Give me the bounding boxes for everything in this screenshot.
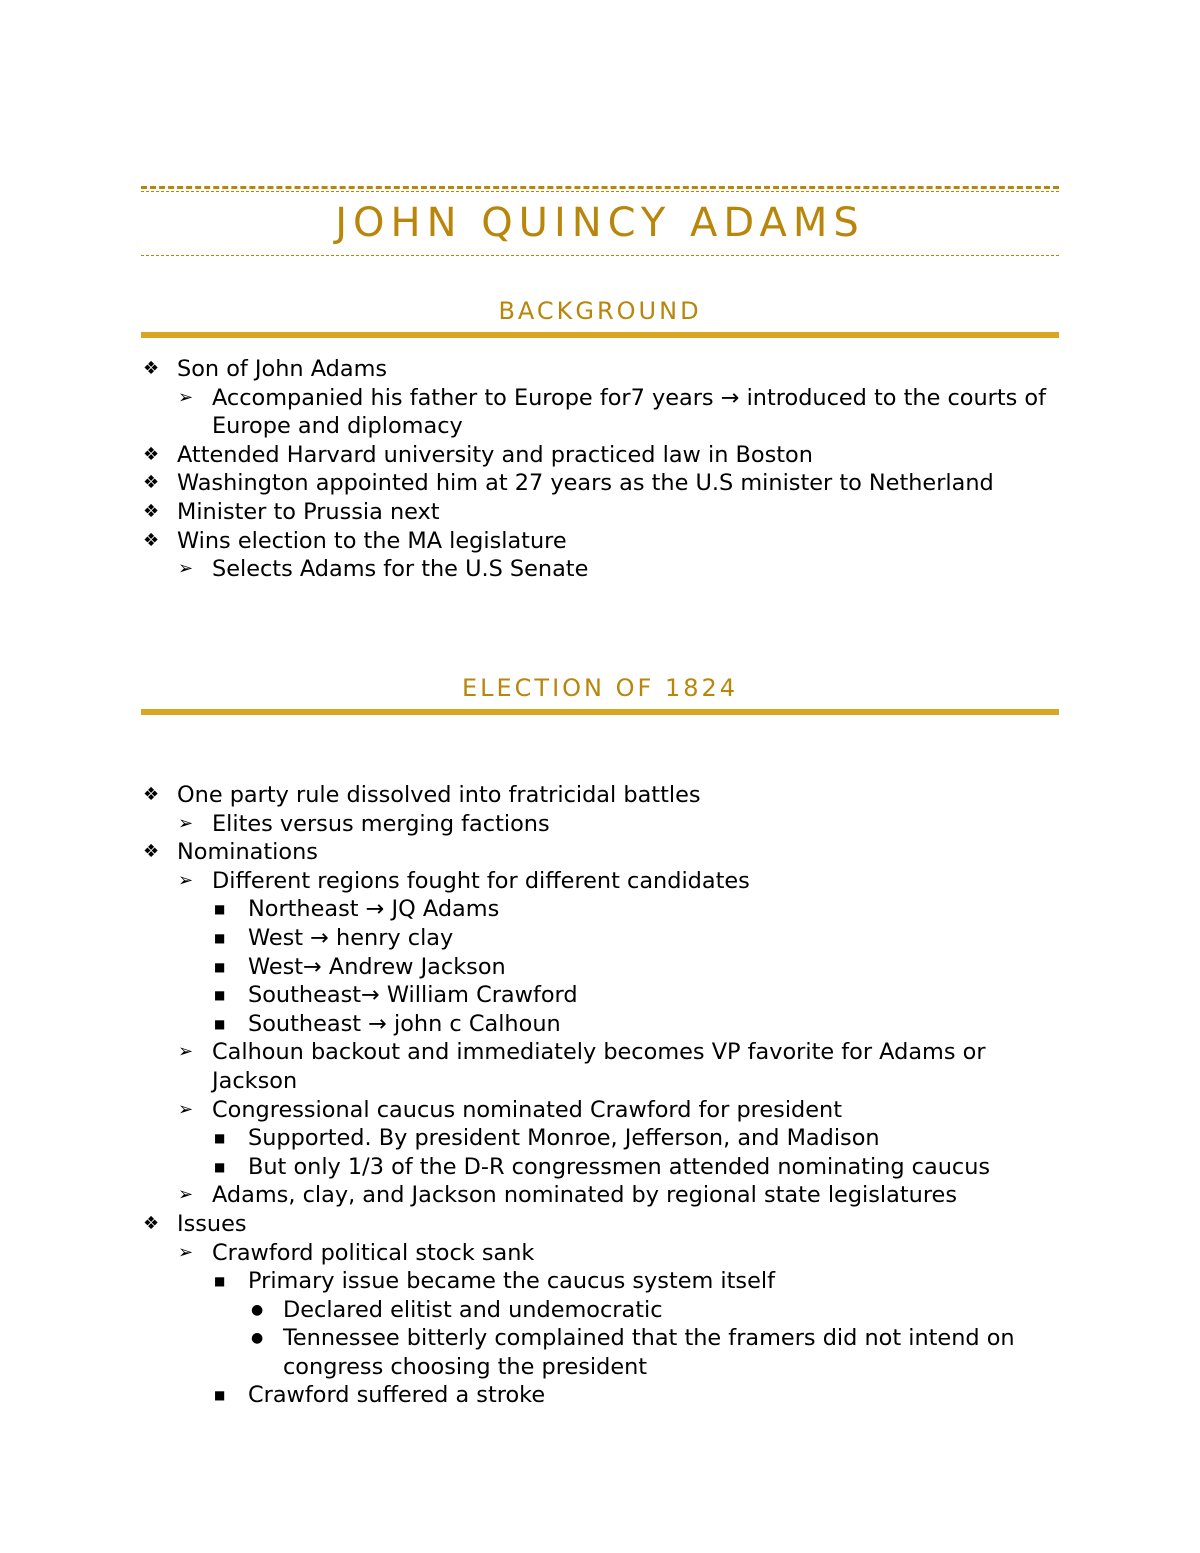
list-item [141, 838, 1059, 867]
list-item [141, 1010, 1059, 1039]
bullet-icon: ❖ [143, 500, 160, 522]
list-item [141, 981, 1059, 1010]
list-item [141, 1324, 1059, 1381]
list-item [141, 1124, 1059, 1153]
list-item [141, 555, 1059, 584]
bullet-icon: ❖ [143, 841, 160, 863]
list-item-text: West→ Andrew Jackson [248, 953, 506, 980]
list-item-text: Different regions fought for different candidates [212, 867, 750, 894]
list-item [141, 527, 1059, 556]
list-item-text: Crawford suffered a stroke [248, 1382, 546, 1409]
list-item [141, 441, 1059, 470]
bullet-icon: ■ [214, 959, 226, 974]
bullet-icon: ➢ [178, 1241, 194, 1263]
election-list [141, 781, 1059, 1410]
list-item-text: Selects Adams for the U.S Senate [212, 556, 589, 583]
bullet-icon: ❖ [143, 529, 160, 551]
list-item-text: Southeast→ William Crawford [248, 982, 578, 1009]
list-item [141, 953, 1059, 982]
list-item [141, 1296, 1059, 1325]
list-item-text: West → henry clay [248, 924, 454, 951]
section-title: ELECTION OF 1824 [461, 674, 739, 702]
bullet-icon: ➢ [178, 1041, 194, 1063]
title-top-divider [141, 186, 1059, 189]
bullet-icon: ❖ [143, 358, 160, 379]
list-item-text: Minister to Prussia next [177, 498, 440, 525]
bullet-icon: ➢ [178, 812, 194, 834]
list-item-text: Tennessee bitterly complained that the framers did not intend on congress choosing the president [283, 1325, 1015, 1380]
list-item [141, 867, 1059, 896]
bullet-icon: ❖ [143, 784, 160, 805]
list-item-text: Calhoun backout and immediately becomes VP favorite for Adams or Jackson [212, 1039, 986, 1094]
bullet-icon: ➢ [178, 386, 194, 408]
section-heading-election [141, 673, 1059, 715]
list-item [141, 1210, 1059, 1239]
list-item [141, 1239, 1059, 1268]
title-bottom-divider [141, 255, 1059, 256]
list-item [141, 1096, 1059, 1125]
list-item [141, 1181, 1059, 1210]
bullet-icon: ❖ [143, 443, 160, 465]
list-item-text: Elites versus merging factions [212, 810, 550, 837]
bullet-icon: ■ [214, 1131, 226, 1146]
list-item-text: Supported. By president Monroe, Jefferson, and Madison [248, 1125, 880, 1152]
list-item-text: Wins election to the MA legislature [177, 527, 567, 554]
background-list [141, 355, 1059, 584]
bullet-icon: ➢ [178, 1184, 194, 1206]
list-item-text: Nominations [177, 839, 318, 866]
section-rule [141, 332, 1059, 338]
list-item [141, 1038, 1059, 1095]
list-item-text: Northeast → JQ Adams [248, 896, 500, 923]
page-title: JOHN QUINCY ADAMS [335, 200, 865, 246]
list-item-text: One party rule dissolved into fratricidal battles [177, 782, 701, 808]
list-item [141, 498, 1059, 527]
list-item [141, 895, 1059, 924]
bullet-icon: ■ [214, 1388, 226, 1403]
list-item [141, 810, 1059, 839]
bullet-icon: ❖ [143, 1212, 160, 1234]
list-item [141, 781, 1059, 810]
list-item [141, 355, 1059, 384]
list-item-text: Southeast → john c Calhoun [248, 1010, 561, 1037]
bullet-icon: ■ [214, 988, 226, 1003]
list-item-text: Adams, clay, and Jackson nominated by regional state legislatures [212, 1182, 957, 1209]
bullet-icon: ■ [214, 930, 226, 945]
list-item [141, 924, 1059, 953]
list-item-text: Washington appointed him at 27 years as the U.S minister to Netherland [177, 470, 994, 497]
section-rule [141, 709, 1059, 715]
bullet-icon: ➢ [178, 558, 194, 580]
title-block [141, 186, 1059, 256]
list-item-text: Issues [177, 1210, 247, 1237]
list-item [141, 1381, 1059, 1410]
bullet-icon: ❖ [143, 472, 160, 494]
section-title: BACKGROUND [498, 297, 702, 325]
bullet-icon: ➢ [178, 1098, 194, 1120]
bullet-icon: ■ [214, 1016, 226, 1031]
bullet-icon: ● [251, 1330, 264, 1347]
list-item-text: Congressional caucus nominated Crawford for president [212, 1096, 842, 1123]
bullet-icon: ■ [214, 902, 226, 917]
bullet-icon: ➢ [178, 869, 194, 891]
list-item-text: Accompanied his father to Europe for7 years → introduced to the courts of Europe and diplomacy [212, 384, 1047, 440]
list-item-text: Primary issue became the caucus system itself [248, 1268, 775, 1295]
list-item [141, 1153, 1059, 1182]
list-item [141, 1267, 1059, 1296]
section-heading-background [141, 296, 1059, 338]
list-item-text: Declared elitist and undemocratic [283, 1296, 663, 1323]
list-item [141, 384, 1059, 441]
bullet-icon: ■ [214, 1274, 226, 1289]
bullet-icon: ■ [214, 1159, 226, 1174]
list-item-text: Attended Harvard university and practiced law in Boston [177, 441, 813, 468]
list-item [141, 469, 1059, 498]
list-item-text: But only 1/3 of the D-R congressmen attended nominating caucus [248, 1153, 991, 1180]
bullet-icon: ● [251, 1301, 264, 1318]
list-item-text: Son of John Adams [177, 356, 388, 382]
list-item-text: Crawford political stock sank [212, 1239, 535, 1266]
